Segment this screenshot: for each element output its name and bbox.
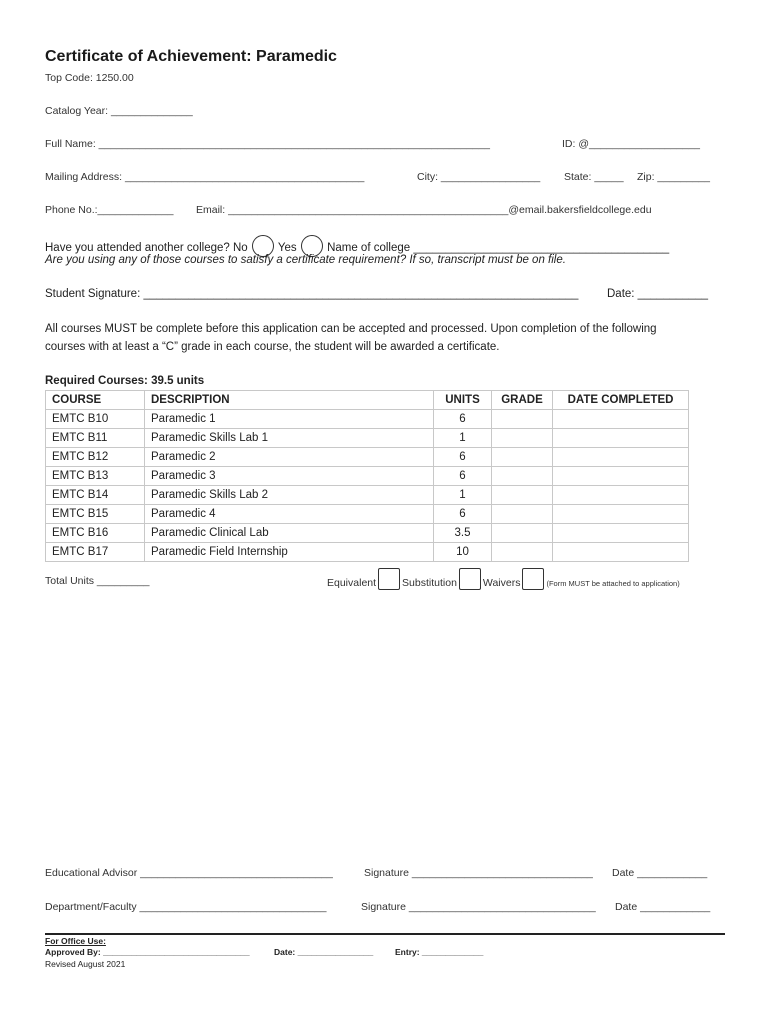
course-code: EMTC B15: [46, 505, 145, 524]
course-description: Paramedic Field Internship: [145, 543, 434, 562]
equivalent-checkbox[interactable]: [378, 568, 400, 590]
course-units: 6: [434, 448, 492, 467]
waivers-checkbox[interactable]: [522, 568, 544, 590]
phone-field[interactable]: Phone No.:_____________: [45, 204, 174, 216]
mailing-address-field[interactable]: Mailing Address: _________________________________________: [45, 171, 365, 183]
department-date-field[interactable]: Date ____________: [615, 901, 711, 913]
office-use-heading: For Office Use:: [45, 936, 106, 946]
office-entry[interactable]: Entry: _____________: [395, 947, 484, 957]
email-field[interactable]: Email: ________________________________________________@email.bakersfieldcollege.edu: [196, 204, 652, 216]
header-description: DESCRIPTION: [145, 391, 434, 410]
substitution-checkbox[interactable]: [459, 568, 481, 590]
course-description: Paramedic 2: [145, 448, 434, 467]
date-completed-cell[interactable]: [553, 467, 689, 486]
header-units: UNITS: [434, 391, 492, 410]
transcript-note: Are you using any of those courses to satisfy a certificate requirement? If so, transcript must be on file.: [45, 254, 566, 266]
required-courses-label: Required Courses: 39.5 units: [45, 375, 205, 387]
office-date[interactable]: Date: ________________: [274, 947, 374, 957]
waiver-options: [327, 568, 680, 590]
header-grade: GRADE: [492, 391, 553, 410]
table-row: [46, 429, 689, 448]
student-signature-date[interactable]: Date: ___________: [607, 288, 709, 300]
equivalent-label: Equivalent: [327, 577, 377, 589]
date-completed-cell[interactable]: [553, 448, 689, 467]
office-divider: [45, 933, 725, 935]
page-title: Certificate of Achievement: Paramedic: [45, 48, 337, 65]
courses-table: [45, 390, 689, 562]
course-units: 1: [434, 486, 492, 505]
catalog-year-field[interactable]: Catalog Year: ______________: [45, 105, 193, 117]
grade-cell[interactable]: [492, 467, 553, 486]
grade-cell[interactable]: [492, 524, 553, 543]
substitution-label: Substitution: [402, 577, 457, 589]
waivers-note: (Form MUST be attached to application): [546, 579, 680, 588]
table-row: [46, 448, 689, 467]
course-units: 10: [434, 543, 492, 562]
table-header-row: [46, 391, 689, 410]
date-completed-cell[interactable]: [553, 429, 689, 448]
course-units: 6: [434, 467, 492, 486]
grade-cell[interactable]: [492, 448, 553, 467]
no-label: No: [232, 242, 248, 254]
attended-question: Have you attended another college?: [45, 242, 230, 254]
notice-line-1: All courses MUST be complete before this application can be accepted and processed. Upon completion of the following: [45, 323, 657, 335]
course-units: 1: [434, 429, 492, 448]
header-date-completed: DATE COMPLETED: [553, 391, 689, 410]
revised-date: Revised August 2021: [45, 959, 126, 969]
student-signature-field[interactable]: Student Signature: ____________________________________________________________________: [45, 288, 579, 300]
date-completed-cell[interactable]: [553, 524, 689, 543]
course-units: 6: [434, 505, 492, 524]
total-units-field[interactable]: Total Units _________: [45, 575, 150, 587]
course-units: 3.5: [434, 524, 492, 543]
course-description: Paramedic 4: [145, 505, 434, 524]
grade-cell[interactable]: [492, 543, 553, 562]
advisor-date-field[interactable]: Date ____________: [612, 867, 708, 879]
yes-label: Yes: [277, 242, 297, 254]
grade-cell[interactable]: [492, 429, 553, 448]
course-description: Paramedic Clinical Lab: [145, 524, 434, 543]
table-row: [46, 486, 689, 505]
course-code: EMTC B14: [46, 486, 145, 505]
course-code: EMTC B16: [46, 524, 145, 543]
office-approved-by[interactable]: Approved By: _______________________________: [45, 947, 250, 957]
grade-cell[interactable]: [492, 410, 553, 429]
department-signature-field[interactable]: Signature ________________________________: [361, 901, 596, 913]
city-field[interactable]: City: _________________: [417, 171, 541, 183]
date-completed-cell[interactable]: [553, 410, 689, 429]
date-completed-cell[interactable]: [553, 543, 689, 562]
table-row: [46, 467, 689, 486]
advisor-field[interactable]: Educational Advisor _________________________________: [45, 867, 333, 879]
course-code: EMTC B17: [46, 543, 145, 562]
course-description: Paramedic 1: [145, 410, 434, 429]
date-completed-cell[interactable]: [553, 505, 689, 524]
table-row: [46, 543, 689, 562]
college-name-field[interactable]: Name of college ________________________________________: [327, 242, 670, 254]
zip-field[interactable]: Zip: _________: [637, 171, 710, 183]
course-code: EMTC B11: [46, 429, 145, 448]
header-course: COURSE: [46, 391, 145, 410]
waivers-label: Waivers: [482, 577, 521, 589]
course-units: 6: [434, 410, 492, 429]
state-field[interactable]: State: _____: [564, 171, 624, 183]
course-description: Paramedic Skills Lab 1: [145, 429, 434, 448]
advisor-signature-field[interactable]: Signature _______________________________: [364, 867, 593, 879]
table-row: [46, 505, 689, 524]
date-completed-cell[interactable]: [553, 486, 689, 505]
notice-line-2: courses with at least a “C” grade in each course, the student will be awarded a certificate.: [45, 341, 500, 353]
course-code: EMTC B10: [46, 410, 145, 429]
table-row: [46, 410, 689, 429]
course-code: EMTC B13: [46, 467, 145, 486]
full-name-field[interactable]: Full Name: ___________________________________________________________________: [45, 138, 490, 150]
department-field[interactable]: Department/Faculty ________________________________: [45, 901, 327, 913]
table-row: [46, 524, 689, 543]
course-description: Paramedic Skills Lab 2: [145, 486, 434, 505]
grade-cell[interactable]: [492, 505, 553, 524]
id-field[interactable]: ID: @___________________: [562, 138, 700, 150]
course-code: EMTC B12: [46, 448, 145, 467]
course-description: Paramedic 3: [145, 467, 434, 486]
grade-cell[interactable]: [492, 486, 553, 505]
top-code: Top Code: 1250.00: [45, 72, 134, 84]
